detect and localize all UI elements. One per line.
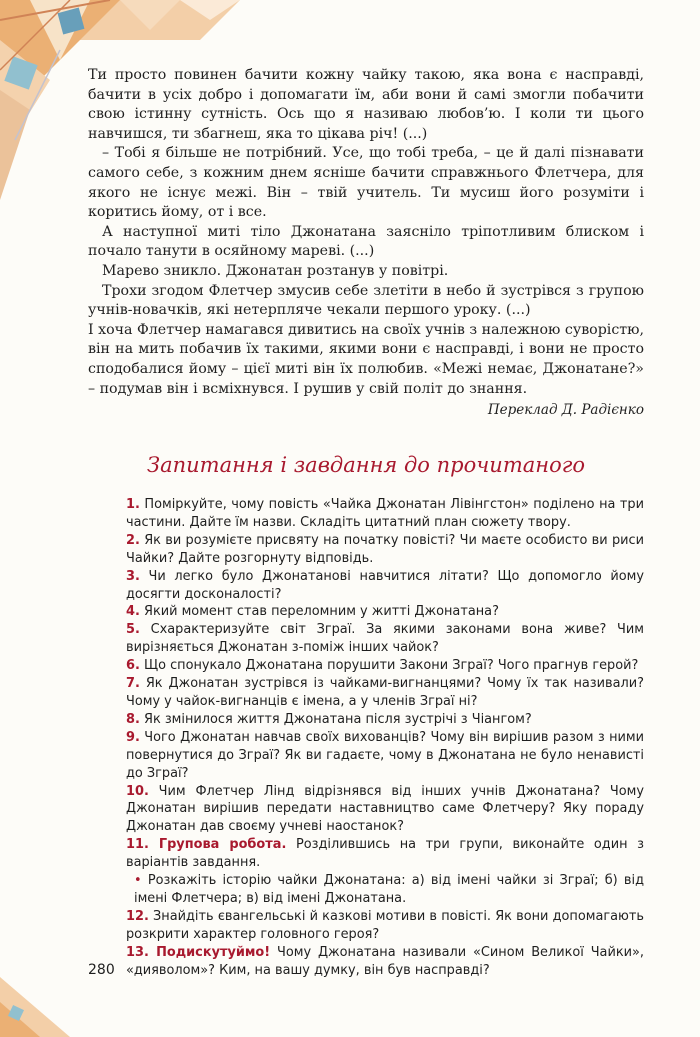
- question-item: [126, 836, 644, 872]
- question-item: [126, 908, 644, 944]
- question-text: Як ви розумієте присвяту на початку повісті? Чи маєте особисто ви риси Чайки? Дайте розгорнуту відповідь.: [126, 532, 644, 566]
- question-item: [126, 675, 644, 711]
- question-item: [126, 532, 644, 568]
- question-text: Що спонукало Джонатана порушити Закони Зграї? Чого прагнув герой?: [143, 658, 639, 674]
- question-number: 7.: [126, 676, 140, 692]
- prose-block: [88, 66, 644, 399]
- question-text: Розділившись на три групи, виконайте один з варіантів завдання.: [126, 837, 644, 871]
- paragraph: А наступної миті тіло Джонатана заясніло тріпотливим блиском і почало танути в осяйному мареві. (...): [88, 223, 644, 260]
- paragraph: Трохи згодом Флетчер змусив себе злетіти в небо й зустрівся з групою учнів-новачків, які нетерпляче чекали першого уроку. (...): [88, 282, 644, 319]
- question-item: [126, 657, 644, 675]
- section-title: Запитання і завдання до прочитаного: [147, 453, 585, 477]
- question-text: Як Джонатан зустрівся із чайками-вигнанцями? Чому їх так називали? Чому у чайок-вигнанців є імена, а у членів Зграї ні?: [126, 676, 644, 709]
- question-number: 12.: [126, 908, 149, 924]
- question-number: 13. Подискутуймо!: [126, 944, 271, 960]
- question-item: [126, 711, 644, 729]
- question-number: 2.: [126, 532, 140, 548]
- question-number: 10.: [126, 783, 149, 799]
- question-number: 1.: [126, 497, 140, 512]
- question-item: [126, 568, 644, 604]
- question-text: Як змінилося життя Джонатана після зустрічі з Чіангом?: [143, 711, 532, 727]
- question-text: Чи легко було Джонатанові навчитися літати? Що допомогло йому досягти досконалості?: [126, 568, 644, 602]
- questions-list: [126, 496, 644, 979]
- question-number: 4.: [126, 604, 140, 620]
- bullet-icon: •: [134, 873, 142, 889]
- paragraph: Марево зникло. Джонатан розтанув у повітрі.: [102, 262, 449, 279]
- question-item: [126, 729, 644, 783]
- paragraph: Ти просто повинен бачити кожну чайку такою, яка вона є насправді, бачити в усіх добро і допомагати їм, аби вони й самі змогли побачити свою істинну сутність. Ось що я називаю любов’ю. І коли ти цього навчишся, ти збагнеш, яка то цікава річ! (...): [88, 67, 644, 142]
- question-text: Поміркуйте, чому повість «Чайка Джонатан Лівінгстон» поділено на три частини. Дайте їм назви. Складіть цитатний план сюжету твору.: [126, 497, 644, 530]
- question-text: Знайдіть євангельські й казкові мотиви в повісті. Як вони допомагають розкрити характер головного героя?: [126, 908, 644, 942]
- question-text: Чим Флетчер Лінд відрізнявся від інших учнів Джонатана? Чому Джонатан вирішив передати наставництво саме Флетчеру? Яку пораду Джонатан дав своєму учневі наостанок?: [126, 783, 644, 835]
- question-text: Який момент став переломним у житті Джонатана?: [143, 604, 499, 620]
- question-number: 11. Групова робота.: [126, 837, 287, 853]
- question-item: [126, 944, 644, 980]
- question-number: 8.: [126, 711, 140, 727]
- page-number: 280: [88, 962, 115, 978]
- paragraph: І хоча Флетчер намагався дивитись на своїх учнів з належною суворістю, він на мить побачив їх такими, якими вони є насправді, і вони не просто сподобалися йому – цієї миті він їх полюбив. «Межі немає, Джонатане?» – подумав він і всміхнувся. І рушив у свій політ до знання.: [88, 321, 644, 397]
- question-number: 9.: [126, 729, 140, 745]
- question-item: [126, 783, 644, 837]
- question-item: [126, 621, 644, 657]
- question-number: 5.: [126, 622, 140, 638]
- question-number: 6.: [126, 658, 140, 674]
- translator-credit: Переклад Д. Радієнко: [487, 402, 644, 418]
- question-text: Чому Джонатана називали «Сином Великої Чайки», «дияволом»? Ким, на вашу думку, він був насправді?: [126, 944, 644, 978]
- question-text: Схарактеризуйте світ Зграї. За якими законами вона живе? Чим вирізняється Джонатан з-поміж інших чайок?: [126, 622, 644, 656]
- paragraph: – Тобі я більше не потрібний. Усе, що тобі треба, – це й далі пізнавати самого себе, з кожним днем ясніше бачити справжнього Флетчера, для якого не існує межі. Він – твій учитель. Ти мусиш його розуміти і коритись йому, от і все.: [88, 145, 644, 221]
- question-text: Чого Джонатан навчав своїх вихованців? Чому він вирішив разом з ними повернутися до Зграї? Як ви гадаєте, чому в Джонатана не було ненависті до Зграї?: [126, 729, 644, 781]
- question-item: [126, 603, 644, 621]
- question-item: [126, 496, 644, 532]
- question-number: 3.: [126, 568, 140, 584]
- question-text: Розкажіть історію чайки Джонатана: а) від імені чайки зі Зграї; б) від імені Флетчера; в) від імені Джонатана.: [134, 873, 644, 906]
- question-subitem: [126, 872, 644, 908]
- corner-ornament-bottom: [0, 977, 70, 1037]
